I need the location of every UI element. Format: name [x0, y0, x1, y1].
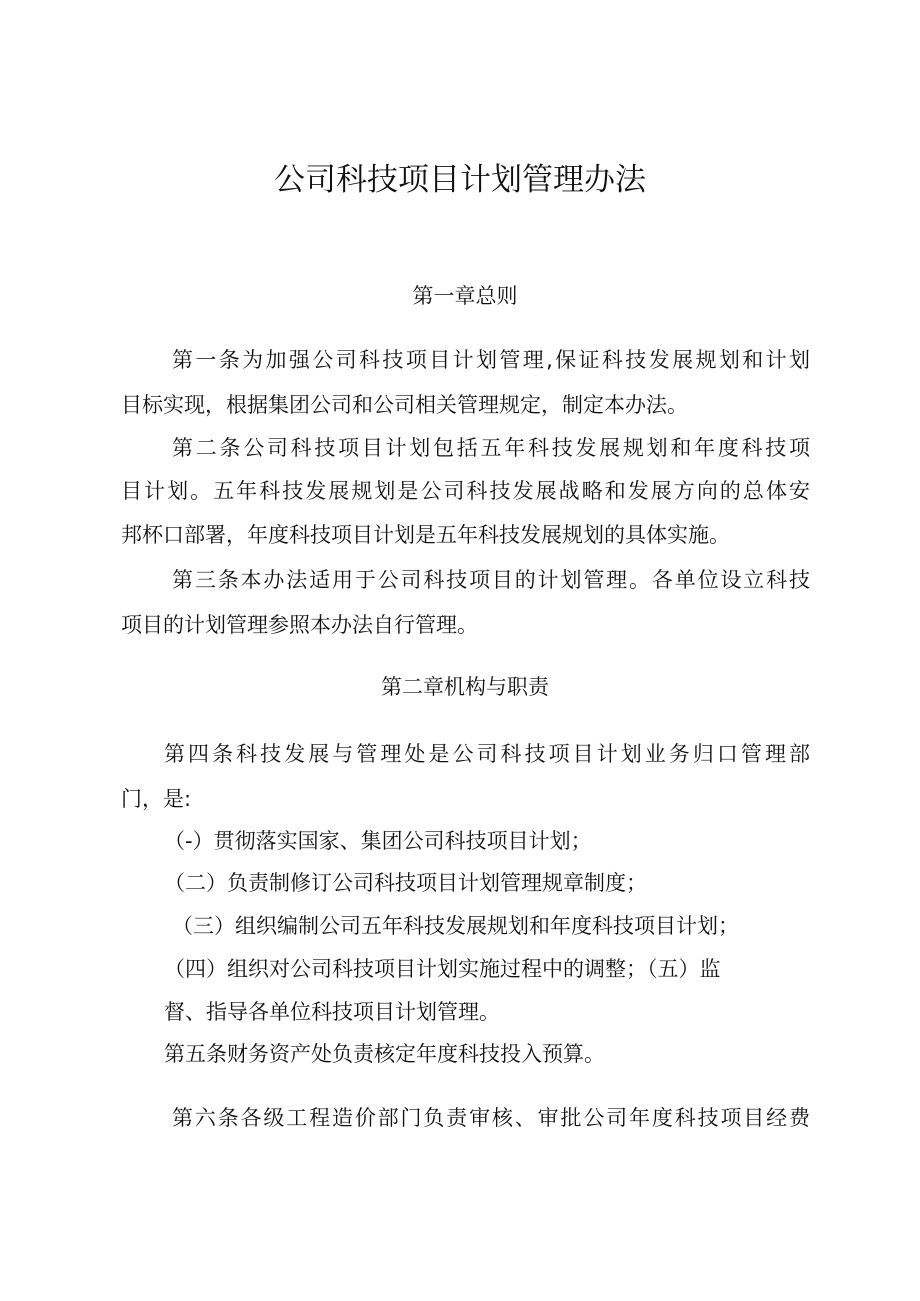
article-4-item-1: （-）贯彻落实国家、集团公司科技项目计划； [164, 829, 592, 853]
article-2-line-1: 第二条公司科技项目计划包括五年科技发展规划和年度科技项 [172, 436, 810, 460]
chapter-2-heading: 第二章机构与职责 [381, 675, 549, 699]
article-4-item-5: 督、指导各单位科技项目计划管理。 [164, 1000, 500, 1024]
article-6-line-1: 第六条各级工程造价部门负责审核、审批公司年度科技项目经费 [172, 1106, 810, 1130]
article-3-line-1: 第三条本办法适用于公司科技项目的计划管理。各单位设立科技 [172, 568, 810, 592]
article-3-line-2: 项目的计划管理参照本办法自行管理。 [121, 613, 478, 637]
article-4-line-1: 第四条科技发展与管理处是公司科技项目计划业务归口管理部 [164, 742, 810, 766]
chapter-1-heading: 第一章总则 [412, 284, 518, 308]
article-4-item-3: （三）组织编制公司五年科技发展规划和年度科技项目计划； [172, 914, 739, 938]
article-4-item-4: （四）组织对公司科技项目计划实施过程中的调整；（五）监 [164, 957, 721, 981]
document-title: 公司科技项目计划管理办法 [274, 162, 646, 198]
article-1-line-1: 第一条为加强公司科技项目计划管理,保证科技发展规划和计划 [172, 348, 810, 372]
article-4-item-2: （二）负责制修订公司科技项目计划管理规章制度； [164, 871, 647, 895]
article-2-line-3: 邦杯口部署，年度科技项目计划是五年科技发展规划的具体实施。 [121, 523, 730, 547]
article-4-line-2: 门，是: [121, 787, 192, 811]
article-5: 第五条财务资产处负责核定年度科技投入预算。 [164, 1042, 605, 1066]
article-1-line-2: 目标实现，根据集团公司和公司相关管理规定，制定本办法。 [121, 393, 688, 417]
article-2-line-2: 目计划。五年科技发展规划是公司科技发展战略和发展方向的总体安 [121, 479, 810, 503]
